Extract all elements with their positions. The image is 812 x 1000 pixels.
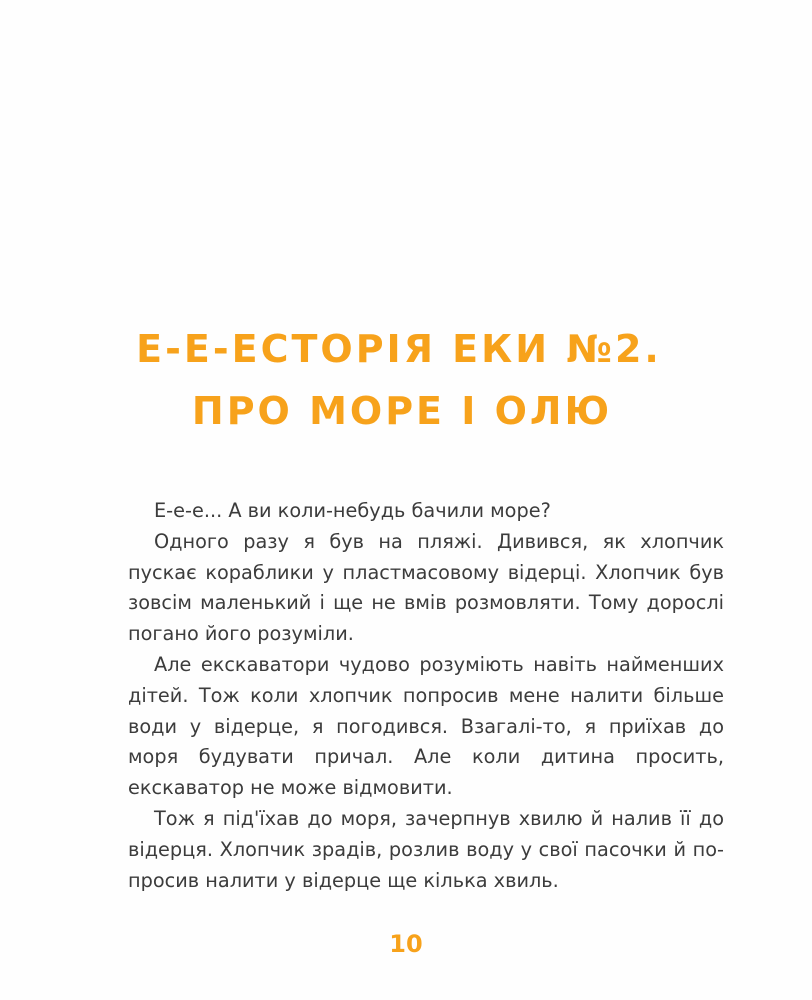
paragraph: Е-е-е... А ви коли-небудь бачили море? [154, 499, 551, 522]
story-body [128, 496, 724, 896]
chapter-title-line-1: Е-Е-ЕСТОРІЯ ЕКИ №2. [136, 327, 662, 371]
paragraph: Одного разу я був на пляжі. Дивився, як хлопчик пускає кораблики у пластмасовому відерці. Хлопчик був зовсім маленький і ще не вмів розмовляти. Тому дорослі погано його розуміли. [128, 529, 724, 646]
chapter-title-line-2: ПРО МОРЕ І ОЛЮ [191, 389, 613, 433]
chapter-title [0, 318, 812, 442]
paragraph: Тож я під'їхав до моря, зачерпнув хвилю й налив її до відерця. Хлопчик зрадів, розлив воду у свої пасочки й по-просив налити у відерце ще кілька хвиль. [128, 806, 724, 892]
page-number: 10 [389, 930, 423, 958]
paragraph: Але екскаватори чудово розуміють навіть найменших дітей. Тож коли хлопчик попросив мене налити більше води у відерце, я погодився. Взагалі-то, я приїхав до моря будувати причал. Але коли дитина просить, екскаватор не може відмовити. [128, 652, 724, 800]
